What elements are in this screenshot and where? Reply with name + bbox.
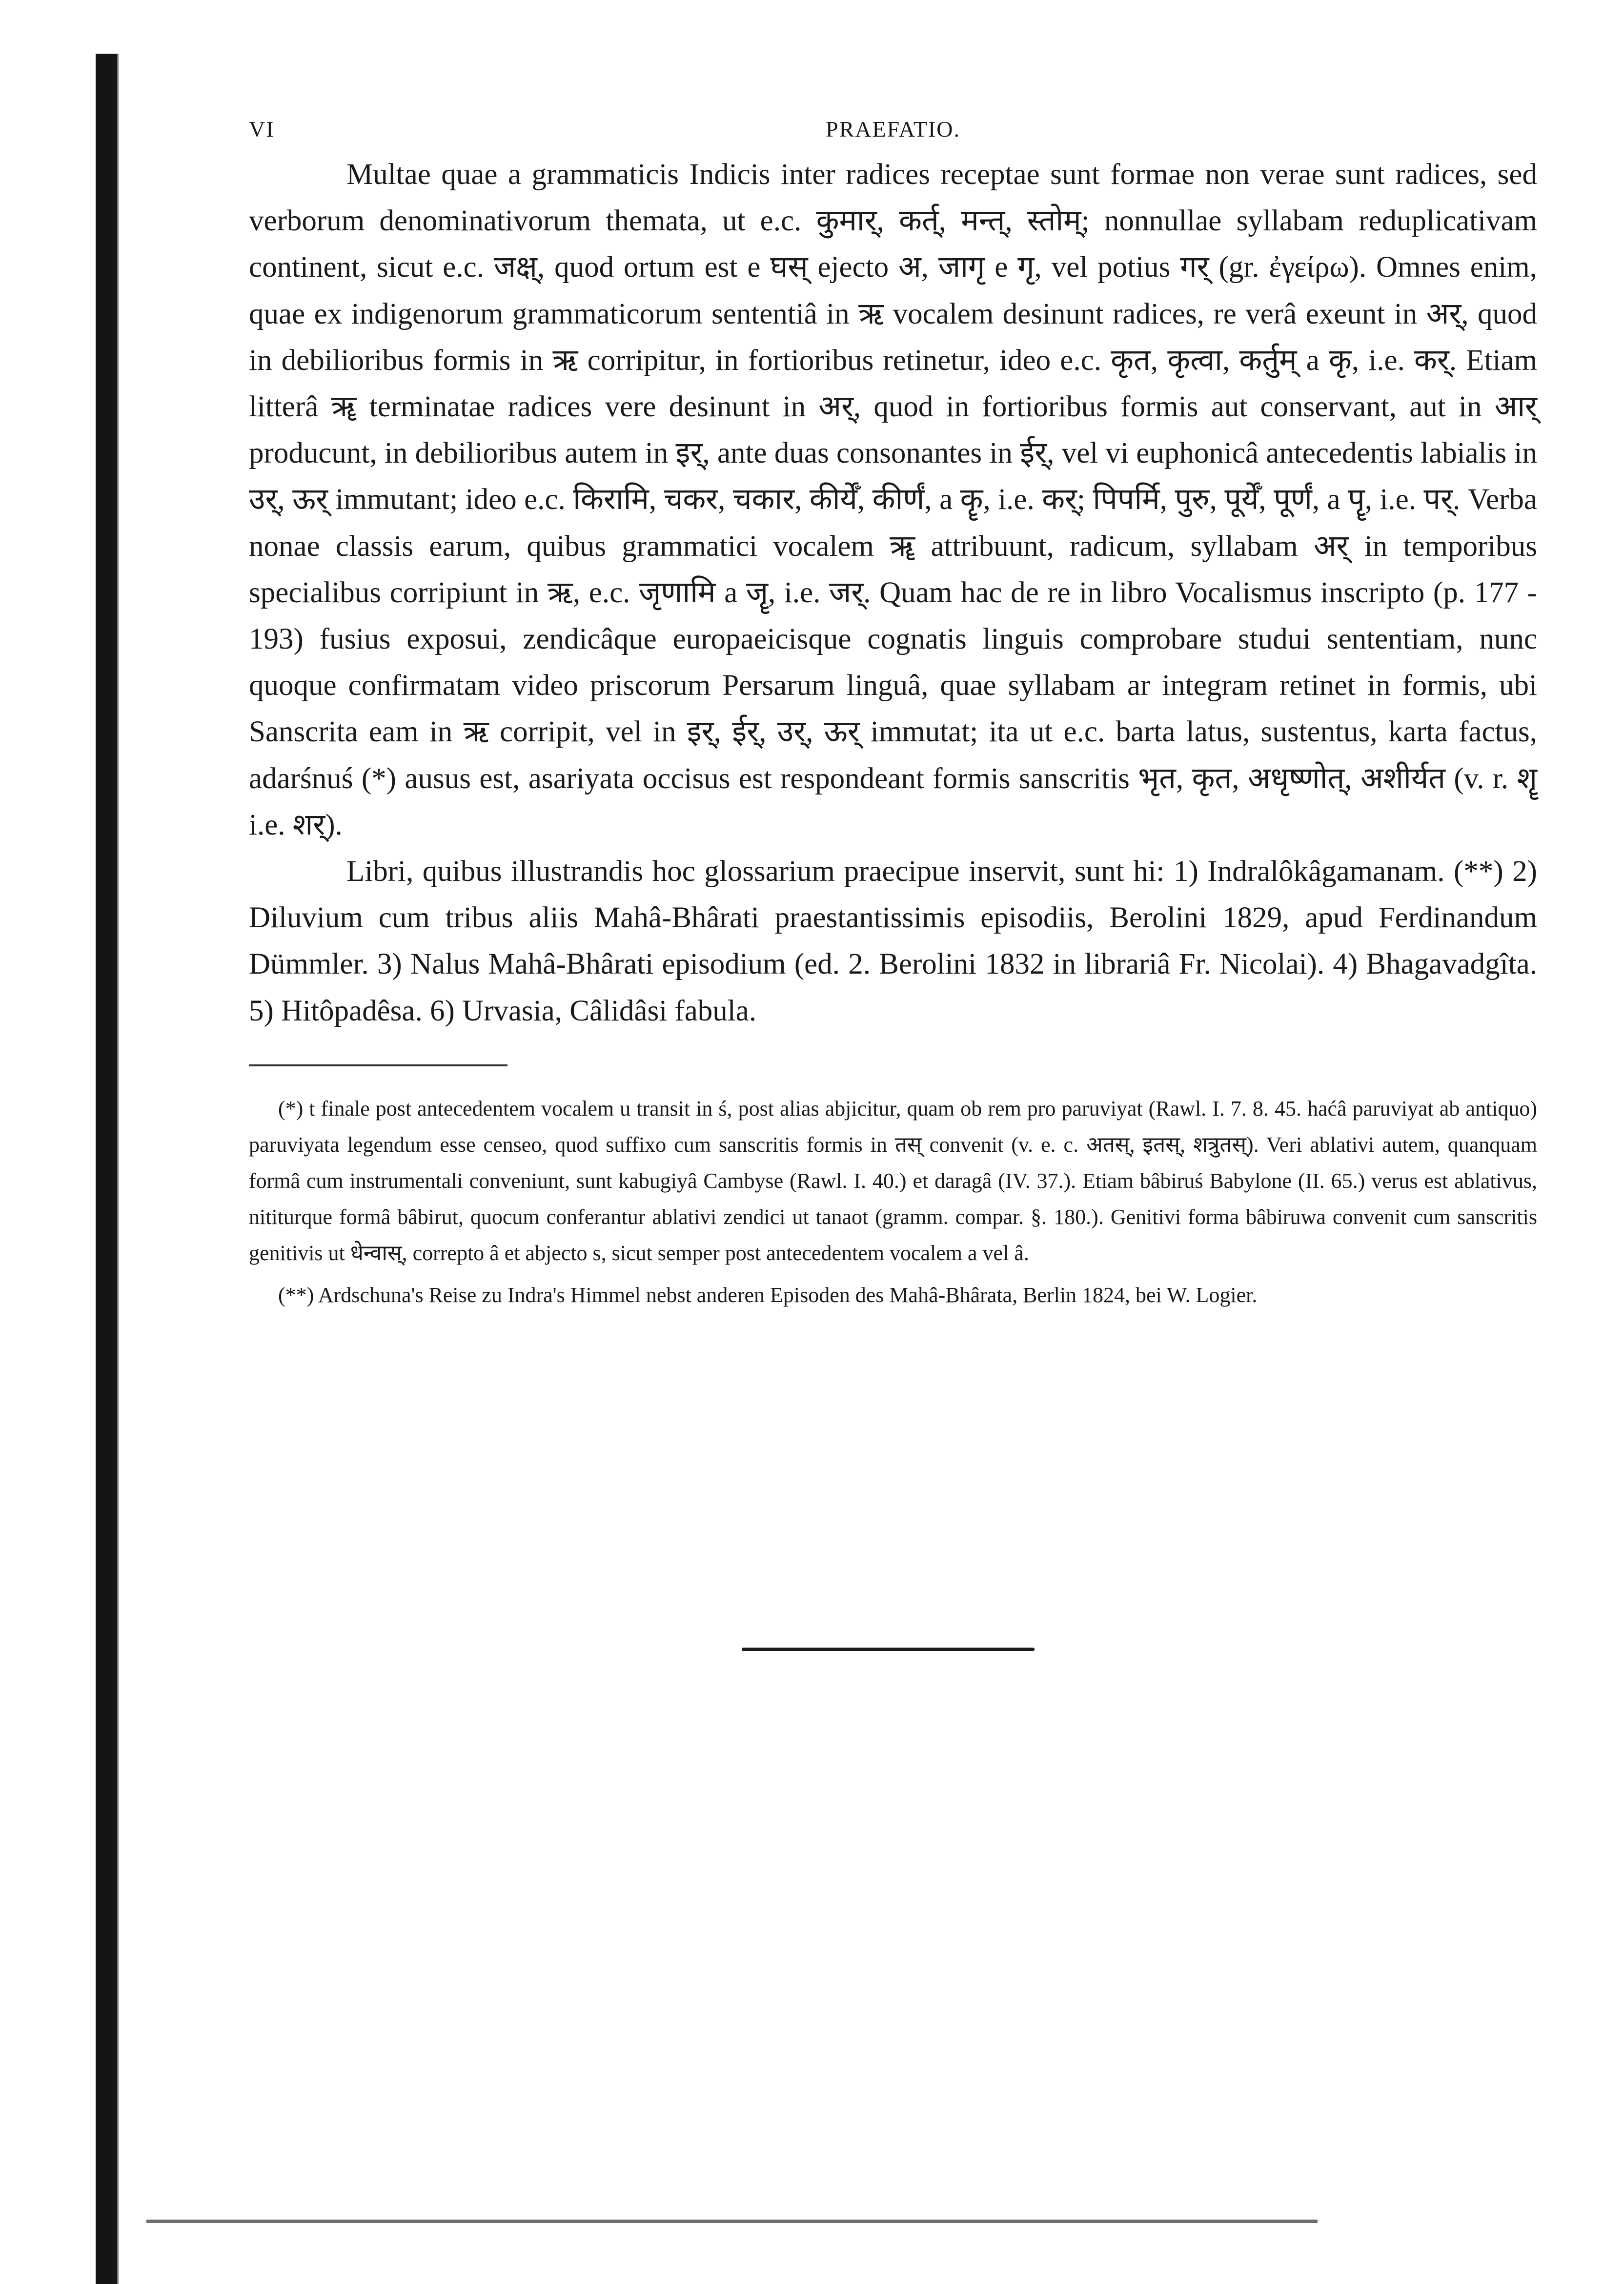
page-bottom-edge — [146, 2220, 1318, 2223]
footnote-2: (**) Ardschuna's Reise zu Indra's Himmel nebst anderen Episoden des Mahâ-Bhârata, Berlin 1824, bei W. Logier. — [278, 1283, 1258, 1307]
footnotes — [249, 1091, 1537, 1313]
paragraph-2: Libri, quibus illustrandis hoc glossarium praecipue inservit, sunt hi: 1) Indralôkâgamanam. (**) 2) Diluvium cum tribus aliis Mahâ-Bhârati praestantissimis episodiis, Berolini 1829, apud Ferdinandum Dümmler. 3) Nalus Mahâ-Bhârati episodium (ed. 2. Berolini 1832 in librariâ Fr. Nicolai). 4) Bhagavadgîta. 5) Hitôpadêsa. 6) Urvasia, Câlidâsi fabula. — [249, 855, 1537, 1027]
footnote-1: (*) t finale post antecedentem vocalem u transit in ś, post alias abjicitur, quam ob rem pro paruviyat (Rawl. I. 7. 8. 45. haćâ paruviyat ab antiquo) paruviyata legendum esse censeo, quod suffixo cum sanscritis formis in तस् convenit (v. e. c. अतस्, इतस्, शत्रुतस्). Veri ablativi autem, quanquam formâ cum instrumentali conveniunt, sunt kabugiyâ Cambyse (Rawl. I. 40.) et daragâ (IV. 37.). Etiam bâbiruś Babylone (II. 65.) verus est ablativus, nititurque formâ bâbirut, quocum conferantur ablativi zendici ut tanaot (gramm. compar. §. 180.). Genitivi forma bâbiruwa convenit cum sanscritis genitivis ut धेन्वास्, correpto â et abjecto s, sicut semper post antecedentem vocalem a vel â. — [249, 1096, 1537, 1265]
running-header — [249, 107, 1537, 151]
footnote-separator — [249, 1064, 508, 1066]
book-spine-shadow — [96, 54, 117, 2284]
spine-edge — [117, 54, 119, 2284]
page-number: VI — [249, 117, 275, 142]
running-title: PRAEFATIO. — [825, 117, 960, 142]
page-content — [249, 107, 1537, 1313]
paragraph-1: Multae quae a grammaticis Indicis inter radices receptae sunt formae non verae sunt radices, sed verborum denominativorum themata, ut e.c. कुमार्, कर्त्, मन्त्, स्तोम्; nonnullae syllabam reduplicativam continent, sicut e.c. जक्ष्, quod ortum est e घस् ejecto अ, जागृ e गृ, vel potius गर् (gr. ἐγείρω). Omnes enim, quae ex indigenorum grammaticorum sententiâ in ऋ vocalem desinunt radices, re verâ exeunt in अर्, quod in debilioribus formis in ऋ corripitur, in fortioribus retinetur, ideo e.c. कृत, कृत्वा, कर्तुम् a कृ, i.e. कर्. Etiam litterâ ॠ terminatae radices vere desinunt in अर्, quod in fortioribus formis aut conservant, aut in आर् producunt, in debilioribus autem in इर्, ante duas consonantes in ईर्, vel vi euphonicâ antecedentis labialis in उर्, ऊर् immutant; ideo e.c. किरामि, चकर, चकार, कीर्येँ, कीर्णं, a कॄ, i.e. कर्; पिपर्मि, पुरु, पूर्येँ, पूर्णं, a पॄ, i.e. पर्. Verba nonae classis earum, quibus grammatici vocalem ॠ attribuunt, radicum, syllabam अर् in temporibus specialibus corripiunt in ऋ, e.c. जृणामि a जॄ, i.e. जर्. Quam hac de re in libro Vocalismus inscripto (p. 177 - 193) fusius exposui, zendicâque europaeicisque cognatis linguis comprobare studui sententiam, nunc quoque confirmatam video priscorum Persarum linguâ, quae syllabam ar integram retinet in formis, ubi Sanscrita eam in ऋ corripit, vel in इर्, ईर्, उर्, ऊर् immutat; ita ut e.c. barta latus, sustentus, karta factus, adarśnuś (*) ausus est, asariyata occisus est respondeant formis sanscritis भृत, कृत, अधृष्णोत्, अशीर्यत (v. r. शॄ i.e. शर्). — [249, 158, 1537, 841]
main-text — [249, 151, 1537, 1034]
end-ornament-rule — [742, 1648, 1035, 1651]
